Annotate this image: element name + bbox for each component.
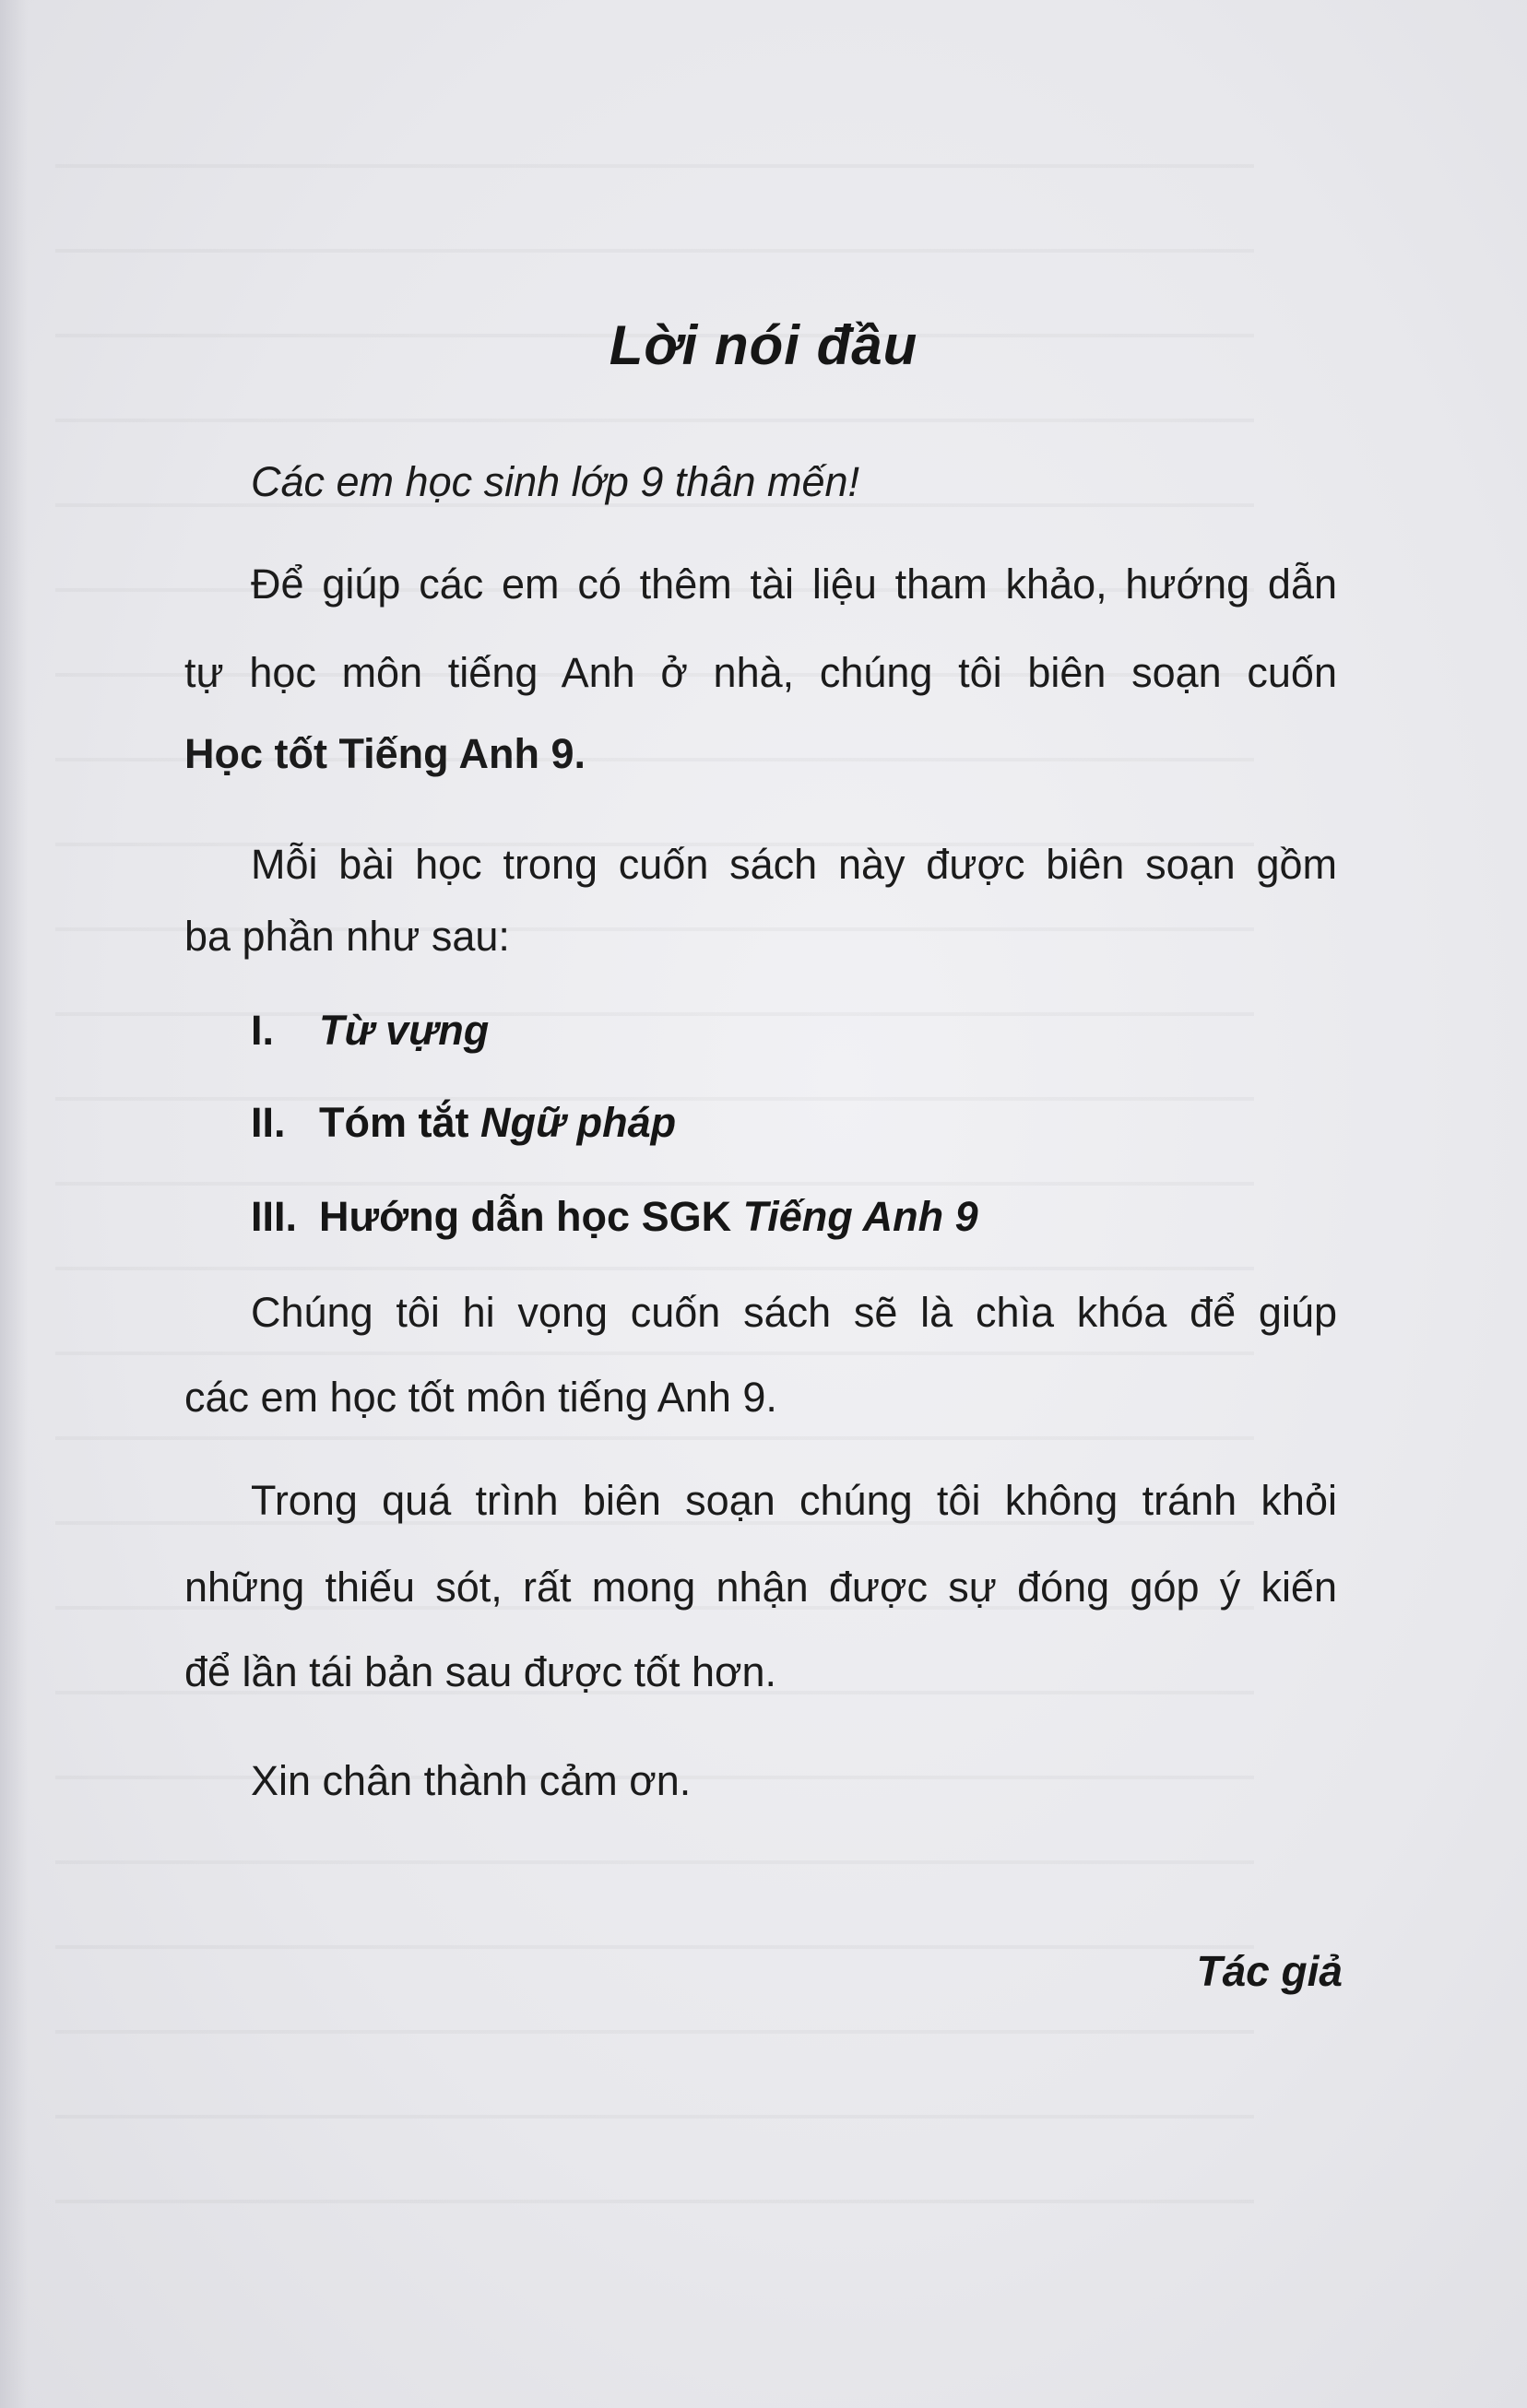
hope-line-2: các em học tốt môn tiếng Anh 9.	[184, 1374, 777, 1421]
author-signature: Tác giả	[1196, 1947, 1343, 1995]
section-item-2	[251, 1097, 676, 1149]
structure-line-1: Mỗi bài học trong cuốn sách này được biên soạn gồm	[251, 841, 1337, 888]
intro-line-2: tự học môn tiếng Anh ở nhà, chúng tôi biên soạn cuốn	[184, 649, 1337, 696]
hope-line-1: Chúng tôi hi vọng cuốn sách sẽ là chìa khóa để giúp	[251, 1289, 1337, 1336]
section-italic-title: Tiếng Anh 9	[742, 1193, 978, 1240]
page-title: Lời nói đầu	[609, 314, 918, 376]
book-title: Học tốt Tiếng Anh 9.	[184, 730, 586, 777]
section-plain-title: Hướng dẫn học SGK	[319, 1193, 732, 1240]
section-italic-title: Từ vựng	[319, 1007, 490, 1054]
section-italic-title: Ngữ pháp	[480, 1099, 677, 1146]
section-numeral: II.	[251, 1099, 286, 1146]
feedback-line-2: những thiếu sót, rất mong nhận được sự đóng góp ý kiến	[184, 1564, 1337, 1611]
section-item-3	[251, 1191, 978, 1243]
feedback-line-3: để lần tái bản sau được tốt hơn.	[184, 1648, 777, 1695]
reverse-side-bleed-through	[55, 92, 1254, 2213]
feedback-line-1: Trong quá trình biên soạn chúng tôi không tránh khỏi	[251, 1477, 1337, 1524]
structure-line-2: ba phần như sau:	[184, 913, 510, 960]
section-numeral: III.	[251, 1193, 298, 1240]
intro-line-1: Để giúp các em có thêm tài liệu tham khảo, hướng dẫn	[251, 561, 1337, 608]
section-plain-title: Tóm tắt	[319, 1099, 469, 1146]
thanks-line: Xin chân thành cảm ơn.	[251, 1757, 692, 1804]
greeting: Các em học sinh lớp 9 thân mến!	[251, 458, 860, 505]
section-numeral: I.	[251, 1007, 275, 1054]
section-item-1	[251, 1005, 489, 1056]
